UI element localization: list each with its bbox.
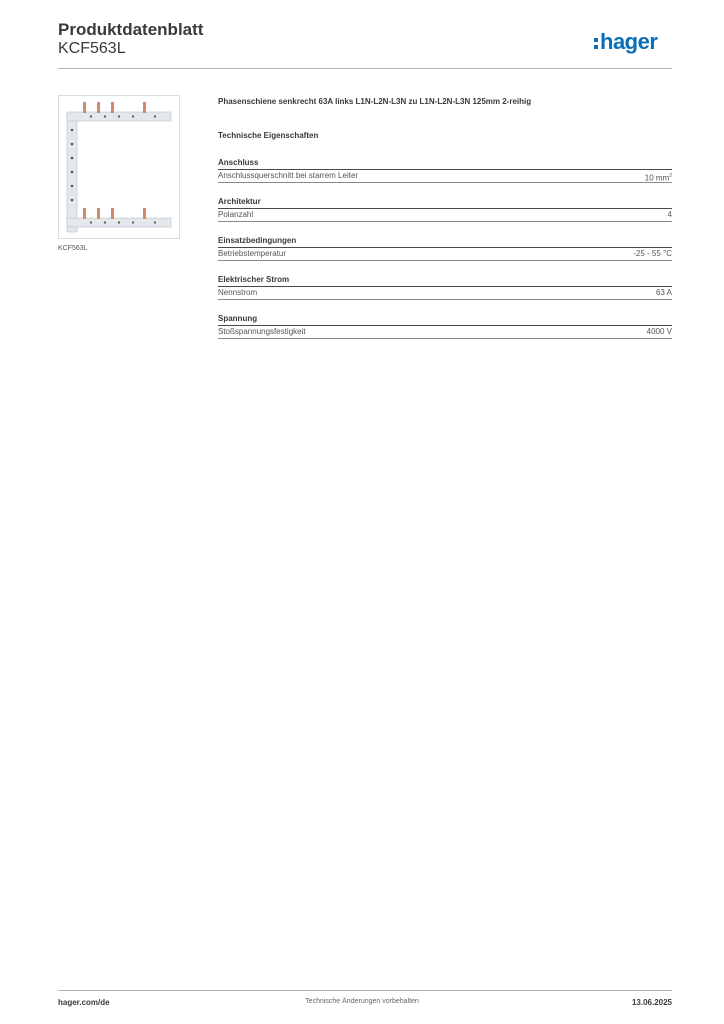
property-group-anschluss: [218, 157, 672, 183]
property-label: Anschlussquerschnitt bei starrem Leiter: [218, 171, 359, 180]
property-label: Polanzahl: [218, 210, 254, 219]
property-row: [218, 209, 672, 222]
property-group-spannung: [218, 313, 672, 339]
header-divider: [58, 68, 672, 69]
property-group-elektrischer-strom: [218, 274, 672, 300]
property-value: 63 A: [655, 288, 672, 297]
property-label: Betriebstemperatur: [218, 249, 287, 258]
property-row: [218, 170, 672, 183]
group-title: Elektrischer Strom: [218, 275, 290, 284]
property-group-architektur: [218, 196, 672, 222]
footer-divider: [58, 990, 672, 991]
page-title: Produktdatenblatt: [58, 20, 204, 39]
property-label: Nennstrom: [218, 288, 258, 297]
property-value: 10 $mm^2$: [644, 173, 672, 183]
product-description: Phasenschiene senkrecht 63A links L1N-L2N-L3N zu L1N-L2N-L3N 125mm 2-reihig: [218, 97, 532, 106]
group-title: Architektur: [218, 197, 261, 206]
section-title: Technische Eigenschaften: [218, 131, 319, 140]
product-image: [58, 95, 180, 239]
group-title: Anschluss: [218, 158, 259, 167]
property-row: [218, 287, 672, 300]
footer-website-link[interactable]: hager.com/de: [58, 998, 110, 1007]
svg-text:hager: hager: [600, 29, 658, 54]
property-group-einsatzbedingungen: [218, 235, 672, 261]
hager-logo: [592, 26, 676, 56]
footer-disclaimer: Technische Änderungen vorbehalten: [305, 998, 419, 1005]
footer-date: 13.06.2025: [631, 998, 672, 1007]
group-title: Einsatzbedingungen: [218, 236, 297, 245]
image-caption: KCF563L: [58, 245, 88, 252]
property-label: Stoßspannungsfestigkeit: [218, 327, 306, 336]
property-row: [218, 326, 672, 339]
group-title: Spannung: [218, 314, 258, 323]
property-value: 4000 V: [646, 327, 672, 336]
product-code: KCF563L: [58, 40, 126, 57]
property-value: 4: [667, 210, 672, 219]
property-value: -25 - 55 °C: [633, 249, 672, 258]
property-row: [218, 248, 672, 261]
